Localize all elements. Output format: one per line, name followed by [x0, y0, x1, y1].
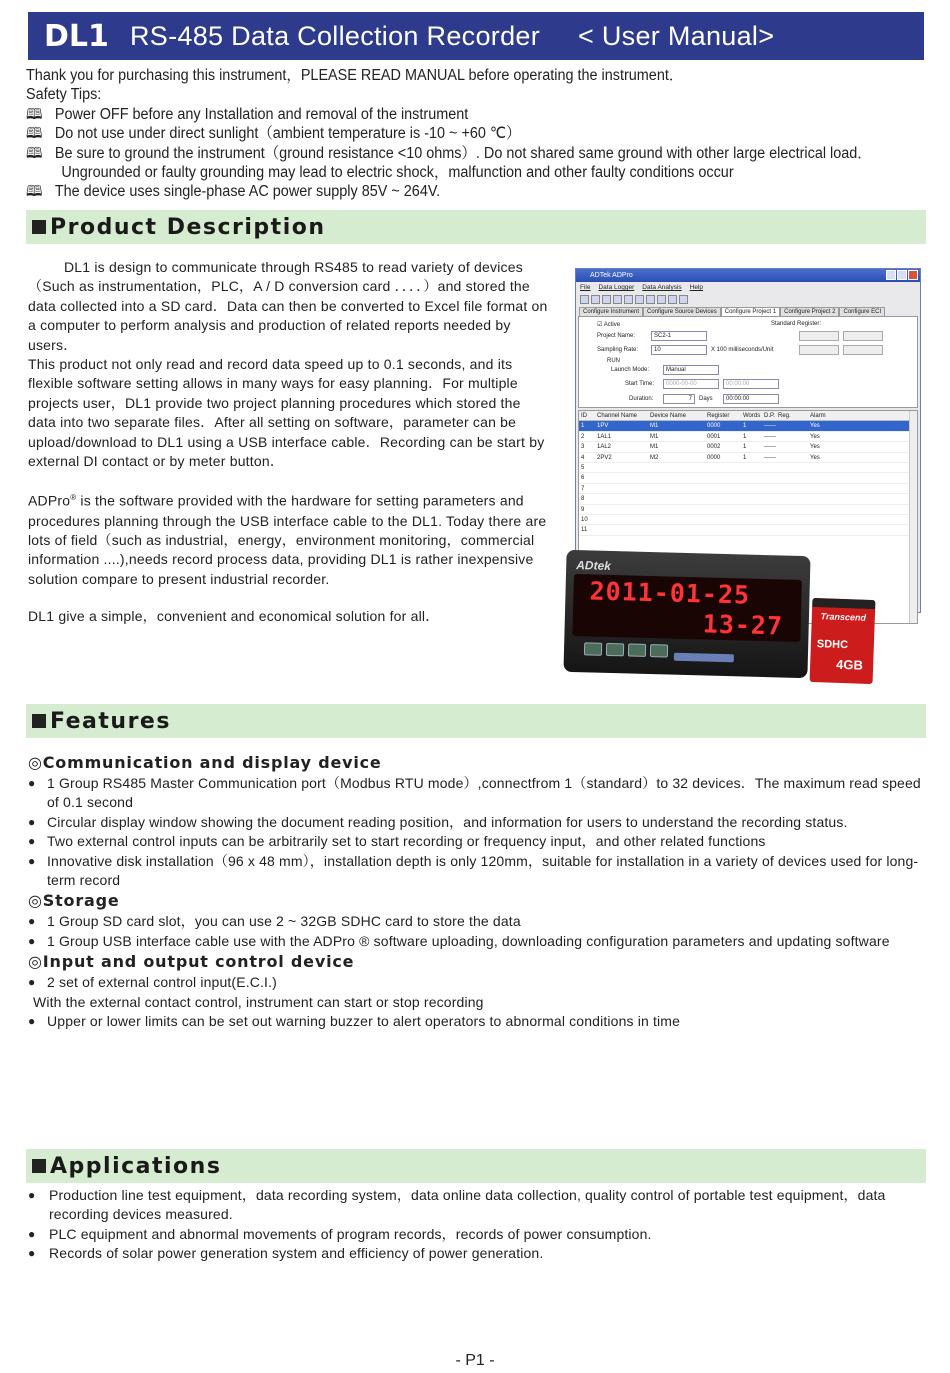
bullet-icon: ● [28, 1188, 36, 1202]
bullet-icon: ● [28, 933, 36, 948]
table-row: 11 [579, 525, 917, 535]
close-icon [908, 270, 918, 280]
section-header-product: Product Description [26, 210, 926, 244]
scrollbar [909, 411, 917, 623]
led-date: 2011-01-25 [589, 576, 751, 610]
list-note: With the external contact control, instrument can start or stop recording [33, 993, 484, 1010]
table-row: 7 [579, 484, 917, 494]
desc-paragraph: ADPro® is the software provided with the hardware for setting parameters and procedures planning through the USB interface cable to the DL1. Today there are lots of field（such as industrial，energy，environment monitoring，commercial information ....),needs record process data, providing DL1 is rather inexpensive solution compare to present industrial recorder. [28, 493, 547, 587]
sd-card: Transcend SDHC 4GB [810, 598, 876, 684]
safety-tip: 🕮 The device uses single-phase AC power supply 85V ~ 264V. [26, 183, 441, 201]
table-row: 6 [579, 473, 917, 483]
list-item: ● Production line test equipment，data recording system，data online data collection, quality control of portable test equipment，data recording devices measured. [28, 1186, 928, 1225]
tool-icon [624, 295, 633, 304]
square-bullet-icon [32, 1159, 46, 1173]
book-icon: 🕮 [26, 183, 43, 201]
bullet-icon: ● [28, 1246, 36, 1261]
safety-tip: 🕮 Do not use under direct sunlight（ambient temperature is -10 ~ +60 ℃） [26, 125, 521, 143]
window-titlebar: ADTek ADPro [576, 269, 920, 282]
help-icon [679, 295, 688, 304]
tab-strip: Configure Instrument Configure Source Devices Configure Project 1 Configure Project 2 Configure ECI [576, 307, 920, 316]
bullet-icon: ● [28, 914, 36, 929]
list-item: ● Upper or lower limits can be set out warning buzzer to alert operators to abnormal conditions in time [28, 1012, 928, 1031]
device-key [650, 644, 668, 657]
feature-subheading: ◎Communication and display device [28, 753, 382, 772]
header-bar [28, 12, 924, 60]
minimize-icon [886, 270, 896, 280]
intro-block [26, 66, 928, 202]
open-icon [591, 295, 600, 304]
tool-icon [613, 295, 622, 304]
document-subtitle: < User Manual> [578, 20, 775, 51]
bullet-icon: ● [28, 853, 36, 868]
applications-list [28, 1186, 928, 1264]
section-header-features: Features [26, 704, 926, 738]
feature-subheading: ◎Input and output control device [28, 952, 355, 972]
maximize-icon [897, 270, 907, 280]
features-list [28, 752, 928, 1031]
table-row: 1 1PV M1 0000 1 ------ Yes [579, 421, 917, 431]
safety-tip: 🕮 Be sure to ground the instrument（ground resistance <10 ohms）. Do not shared same ground with other large electrical load． [26, 144, 872, 162]
table-row: 10 [579, 515, 917, 525]
device-brand: ADtek [576, 558, 612, 573]
book-icon: 🕮 [26, 105, 43, 123]
list-item: ● Innovative disk installation（96 x 48 mm），installation depth is only 120mm，suitable for installation in a variety of devices used for long-term record [28, 852, 928, 891]
dl1-device [563, 550, 810, 678]
table-header: ID Channel Name Device Name Register Words D.P. Reg. Alarm [579, 411, 917, 421]
device-keys [584, 642, 668, 657]
device-key [628, 643, 646, 656]
bullet-icon: ● [28, 834, 36, 849]
list-item: ● Circular display window showing the document reading position，and information for users to understand the recording status. [28, 813, 928, 832]
tool-icon [635, 295, 644, 304]
book-icon: 🕮 [26, 125, 43, 143]
list-item: ● 1 Group SD card slot，you can use 2 ~ 32GB SDHC card to store the data [28, 912, 928, 931]
table-row: 9 [579, 505, 917, 515]
bullet-icon: ● [28, 1014, 36, 1029]
led-time: 13-27 [702, 609, 784, 641]
led-display [572, 574, 802, 642]
config-pane: ☑ Active Standard Register: Project Name: SC2-1 Sampling Rate: 10 X 100 milliseconds/Unit RUN Launch Mode: Manual Start Time: 0000-00-00 00:00:00 Duration: 7 Days 00:00:00 [578, 316, 918, 408]
desc-paragraph: DL1 is design to communicate through RS485 to read variety of devices（Such as instrumentation，PLC，A / D conversion card ．．．．）and stored the data collected into a SD card．Data can then be converted to Excel file format on a computer to perform analysis and production of related reports needed by users． [28, 259, 548, 353]
bullet-icon: ● [28, 975, 36, 990]
safety-tip-continuation: Ungrounded or faulty grounding may lead to electric shock，malfunction and other faulty conditions occur [61, 164, 734, 182]
table-row: 2 1AL1 M1 0001 1 ------ Yes [579, 432, 917, 442]
table-row: 4 2PV2 M2 0000 1 ------ Yes [579, 453, 917, 463]
model-code: DL1 [44, 18, 109, 54]
list-item: ● 2 set of external control input(E.C.I.) [28, 973, 928, 992]
list-item: ● 1 Group RS485 Master Communication port（Modbus RTU mode）,connectfrom 1（standard）to 32 devices．The maximum read speed of 0.1 second [28, 774, 928, 813]
desc-paragraph: This product not only read and record data speed up to 0.1 seconds, and its flexible software setting allows in many ways for easy planning．For multiple projects user，DL1 provide two project planning procedures which stored the data into two separate files．After all setting on software，parameter can be upload/download to DL1 using a USB interface cable．Recording can be start by external DI contact or by meter button． [28, 356, 545, 470]
book-icon: 🕮 [26, 144, 43, 162]
page-number: - P1 - [455, 1352, 495, 1369]
list-item: ● PLC equipment and abnormal movements of program records，records of power consumption. [28, 1225, 928, 1244]
desc-paragraph: DL1 give a simple，convenient and economical solution for all． [28, 608, 440, 625]
tool-icon [646, 295, 655, 304]
bullet-icon: ● [28, 814, 36, 829]
list-item: ● Records of solar power generation system and efficiency of power generation. [28, 1244, 928, 1263]
section-header-applications: Applications [26, 1149, 926, 1183]
menu-bar: File Data Logger Data Analysis Help [580, 284, 704, 291]
sd-slot [674, 653, 734, 663]
square-bullet-icon [32, 714, 46, 728]
document-title: RS-485 Data Collection Recorder [130, 20, 540, 51]
device-key [606, 643, 624, 656]
table-row: 8 [579, 494, 917, 504]
product-description [28, 258, 550, 627]
safety-tip: 🕮 Power OFF before any Installation and removal of the instrument [26, 105, 469, 123]
table-row: 5 [579, 463, 917, 473]
thanks-text: Thank you for purchasing this instrument，PLEASE READ MANUAL before operating the instrument． [26, 67, 684, 84]
square-bullet-icon [32, 220, 46, 234]
toolbar [576, 293, 920, 305]
list-item: ● 1 Group USB interface cable use with the ADPro ® software uploading, downloading configuration parameters and updating software [28, 932, 928, 951]
bullet-icon: ● [28, 776, 36, 790]
feature-subheading: ◎Storage [28, 891, 120, 911]
safety-label: Safety Tips: [26, 86, 102, 104]
save-icon [602, 295, 611, 304]
product-photo [565, 265, 930, 685]
table-row: 3 1AL2 M1 0002 1 ------ Yes [579, 442, 917, 452]
tool-icon [668, 295, 677, 304]
tool-icon [657, 295, 666, 304]
bullet-icon: ● [28, 1226, 36, 1241]
list-item: ● Two external control inputs can be arbitrarily set to start recording or frequency input，and other related functions [28, 832, 928, 851]
device-key [584, 642, 602, 655]
new-icon [580, 295, 589, 304]
